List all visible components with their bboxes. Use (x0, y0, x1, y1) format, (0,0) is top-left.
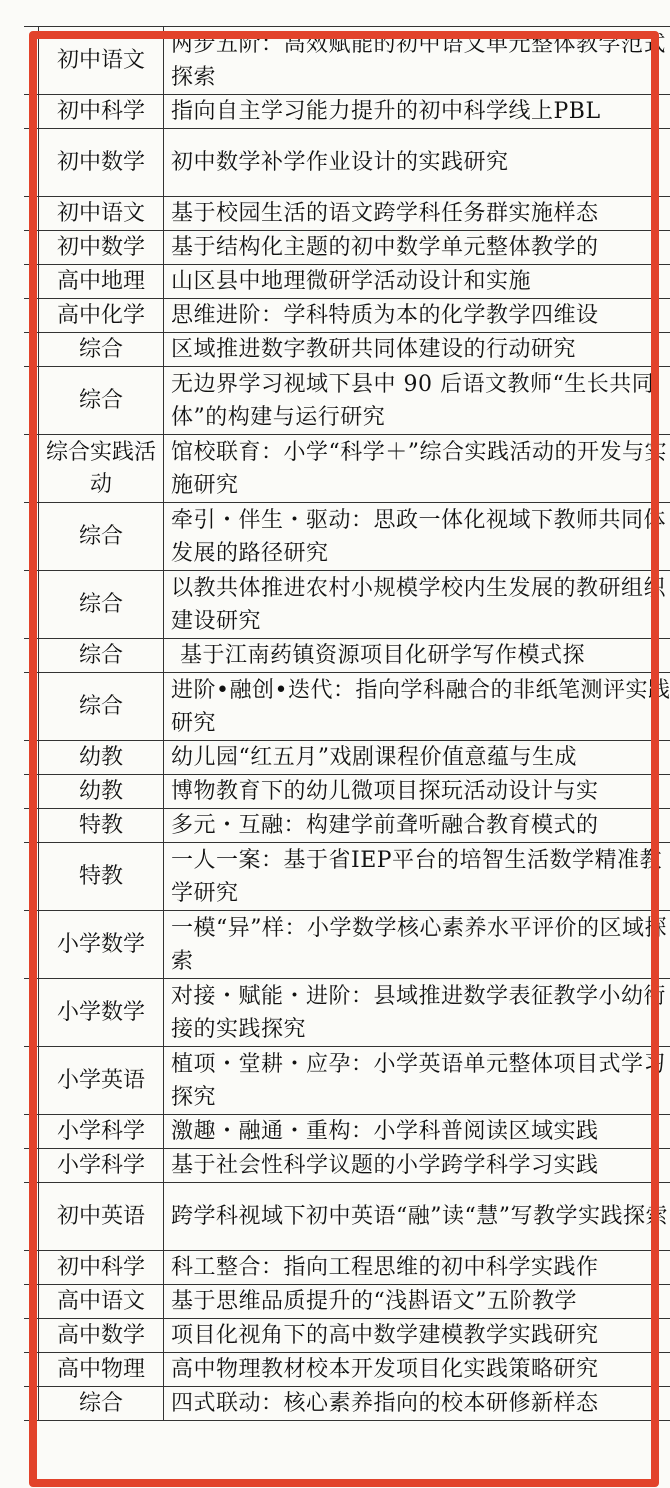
table-cell (24, 979, 39, 1047)
subject-cell: 初中语文 (39, 197, 164, 231)
table-row (24, 673, 670, 741)
subject-cell: 幼教 (39, 775, 164, 809)
subject-cell: 小学英语 (39, 1047, 164, 1115)
table-row (24, 197, 670, 231)
subject-cell: 初中数学 (39, 129, 164, 197)
title-cell: 激趣・融通・重构：小学科普阅读区域实践 (164, 1115, 670, 1149)
table-cell (24, 503, 39, 571)
table-cell (24, 843, 39, 911)
table-cell (24, 1115, 39, 1149)
table-cell (24, 265, 39, 299)
subject-cell: 特教 (39, 809, 164, 843)
table-cell (24, 1285, 39, 1319)
title-cell: 区域推进数字教研共同体建设的行动研究 (164, 333, 670, 367)
subject-cell: 初中语文 (39, 27, 164, 95)
table-row (24, 911, 670, 979)
table-row (24, 1149, 670, 1183)
subject-cell: 高中物理 (39, 1353, 164, 1387)
table-row (24, 129, 670, 197)
table-cell (24, 775, 39, 809)
table-cell (24, 1387, 39, 1421)
subject-cell: 初中数学 (39, 231, 164, 265)
title-cell: 高中物理教材校本开发项目化实践策略研究 (164, 1353, 670, 1387)
table-row (24, 1047, 670, 1115)
title-cell: 项目化视角下的高中数学建模教学实践研究 (164, 1319, 670, 1353)
table-row (24, 1115, 670, 1149)
title-cell: 四式联动：核心素养指向的校本研修新样态 (164, 1387, 670, 1421)
table-row (24, 231, 670, 265)
subject-cell: 综合 (39, 571, 164, 639)
subject-cell: 小学科学 (39, 1115, 164, 1149)
subject-cell: 特教 (39, 843, 164, 911)
table-row (24, 265, 670, 299)
table-cell (24, 197, 39, 231)
title-cell: 思维进阶：学科特质为本的化学教学四维设 (164, 299, 670, 333)
table-row (24, 503, 670, 571)
subject-cell: 高中化学 (39, 299, 164, 333)
title-cell: 进阶•融创•迭代：指向学科融合的非纸笔测评实践研究 (164, 673, 670, 741)
table-cell (24, 639, 39, 673)
table-cell (24, 1149, 39, 1183)
table-row (24, 1183, 670, 1251)
title-cell: 幼儿园“红五月”戏剧课程价值意蕴与生成 (164, 741, 670, 775)
table-cell (24, 741, 39, 775)
subject-cell: 初中科学 (39, 95, 164, 129)
title-cell: 植项・堂耕・应孕：小学英语单元整体项目式学习探究 (164, 1047, 670, 1115)
subject-cell: 初中科学 (39, 1251, 164, 1285)
subject-cell: 综合实践活动 (39, 435, 164, 503)
subject-cell: 综合 (39, 503, 164, 571)
table-cell (24, 911, 39, 979)
subject-cell: 高中地理 (39, 265, 164, 299)
title-cell: 博物教育下的幼儿微项目探玩活动设计与实 (164, 775, 670, 809)
project-table (24, 26, 670, 1421)
table-row (24, 571, 670, 639)
subject-cell: 小学科学 (39, 1149, 164, 1183)
title-cell: 基于江南药镇资源项目化研学写作模式探 (164, 639, 670, 673)
subject-cell: 小学数学 (39, 911, 164, 979)
table-cell (24, 1319, 39, 1353)
subject-cell: 综合 (39, 639, 164, 673)
table-row (24, 1251, 670, 1285)
table-row (24, 27, 670, 95)
table-row (24, 843, 670, 911)
table-cell (24, 367, 39, 435)
title-cell: 一人一案：基于省IEP平台的培智生活数学精准教学研究 (164, 843, 670, 911)
table-cell (24, 1251, 39, 1285)
table-cell (24, 231, 39, 265)
table-cell (24, 1183, 39, 1251)
title-cell: 科工整合：指向工程思维的初中科学实践作 (164, 1251, 670, 1285)
table-row (24, 299, 670, 333)
title-cell: 指向自主学习能力提升的初中科学线上PBL (164, 95, 670, 129)
table-row (24, 979, 670, 1047)
title-cell: 初中数学补学作业设计的实践研究 (164, 129, 670, 197)
title-cell: 基于校园生活的语文跨学科任务群实施样态 (164, 197, 670, 231)
subject-cell: 小学数学 (39, 979, 164, 1047)
title-cell: 山区县中地理微研学活动设计和实施 (164, 265, 670, 299)
title-cell: 跨学科视域下初中英语“融”读“慧”写教学实践探索 (164, 1183, 670, 1251)
title-cell: 无边界学习视域下县中 90 后语文教师“生长共同体”的构建与运行研究 (164, 367, 670, 435)
table-row (24, 809, 670, 843)
table-row (24, 775, 670, 809)
table-row (24, 741, 670, 775)
subject-cell: 高中数学 (39, 1319, 164, 1353)
table-row (24, 639, 670, 673)
table-row (24, 1387, 670, 1421)
table-cell (24, 809, 39, 843)
title-cell: 馆校联育：小学“科学＋”综合实践活动的开发与实施研究 (164, 435, 670, 503)
table-row (24, 333, 670, 367)
table-cell (24, 571, 39, 639)
title-cell: 多元・互融：构建学前聋听融合教育模式的 (164, 809, 670, 843)
table-cell (24, 95, 39, 129)
table-row (24, 95, 670, 129)
table-cell (24, 299, 39, 333)
title-cell: 一模“异”样：小学数学核心素养水平评价的区域探索 (164, 911, 670, 979)
subject-cell: 综合 (39, 367, 164, 435)
table-cell (24, 1047, 39, 1115)
table-row (24, 1353, 670, 1387)
table-row (24, 435, 670, 503)
subject-cell: 幼教 (39, 741, 164, 775)
title-cell: 对接・赋能・进阶：县域推进数学表征教学小幼衔接的实践探究 (164, 979, 670, 1047)
title-cell: 以教共体推进农村小规模学校内生发展的教研组织建设研究 (164, 571, 670, 639)
table-row (24, 1319, 670, 1353)
subject-cell: 综合 (39, 1387, 164, 1421)
title-cell: 基于结构化主题的初中数学单元整体教学的 (164, 231, 670, 265)
title-cell: 牵引・伴生・驱动：思政一体化视域下教师共同体发展的路径研究 (164, 503, 670, 571)
subject-cell: 综合 (39, 333, 164, 367)
table-cell (24, 1353, 39, 1387)
table-cell (24, 435, 39, 503)
table-row (24, 367, 670, 435)
subject-cell: 综合 (39, 673, 164, 741)
table-cell (24, 129, 39, 197)
table-cell (24, 27, 39, 95)
title-cell: 基于社会性科学议题的小学跨学科学习实践 (164, 1149, 670, 1183)
table-row (24, 1285, 670, 1319)
table-cell (24, 673, 39, 741)
subject-cell: 初中英语 (39, 1183, 164, 1251)
title-cell: 基于思维品质提升的“浅斟语文”五阶教学 (164, 1285, 670, 1319)
title-cell: 两步五阶：高效赋能的初中语文单元整体教学范式探索 (164, 27, 670, 95)
table-cell (24, 333, 39, 367)
subject-cell: 高中语文 (39, 1285, 164, 1319)
